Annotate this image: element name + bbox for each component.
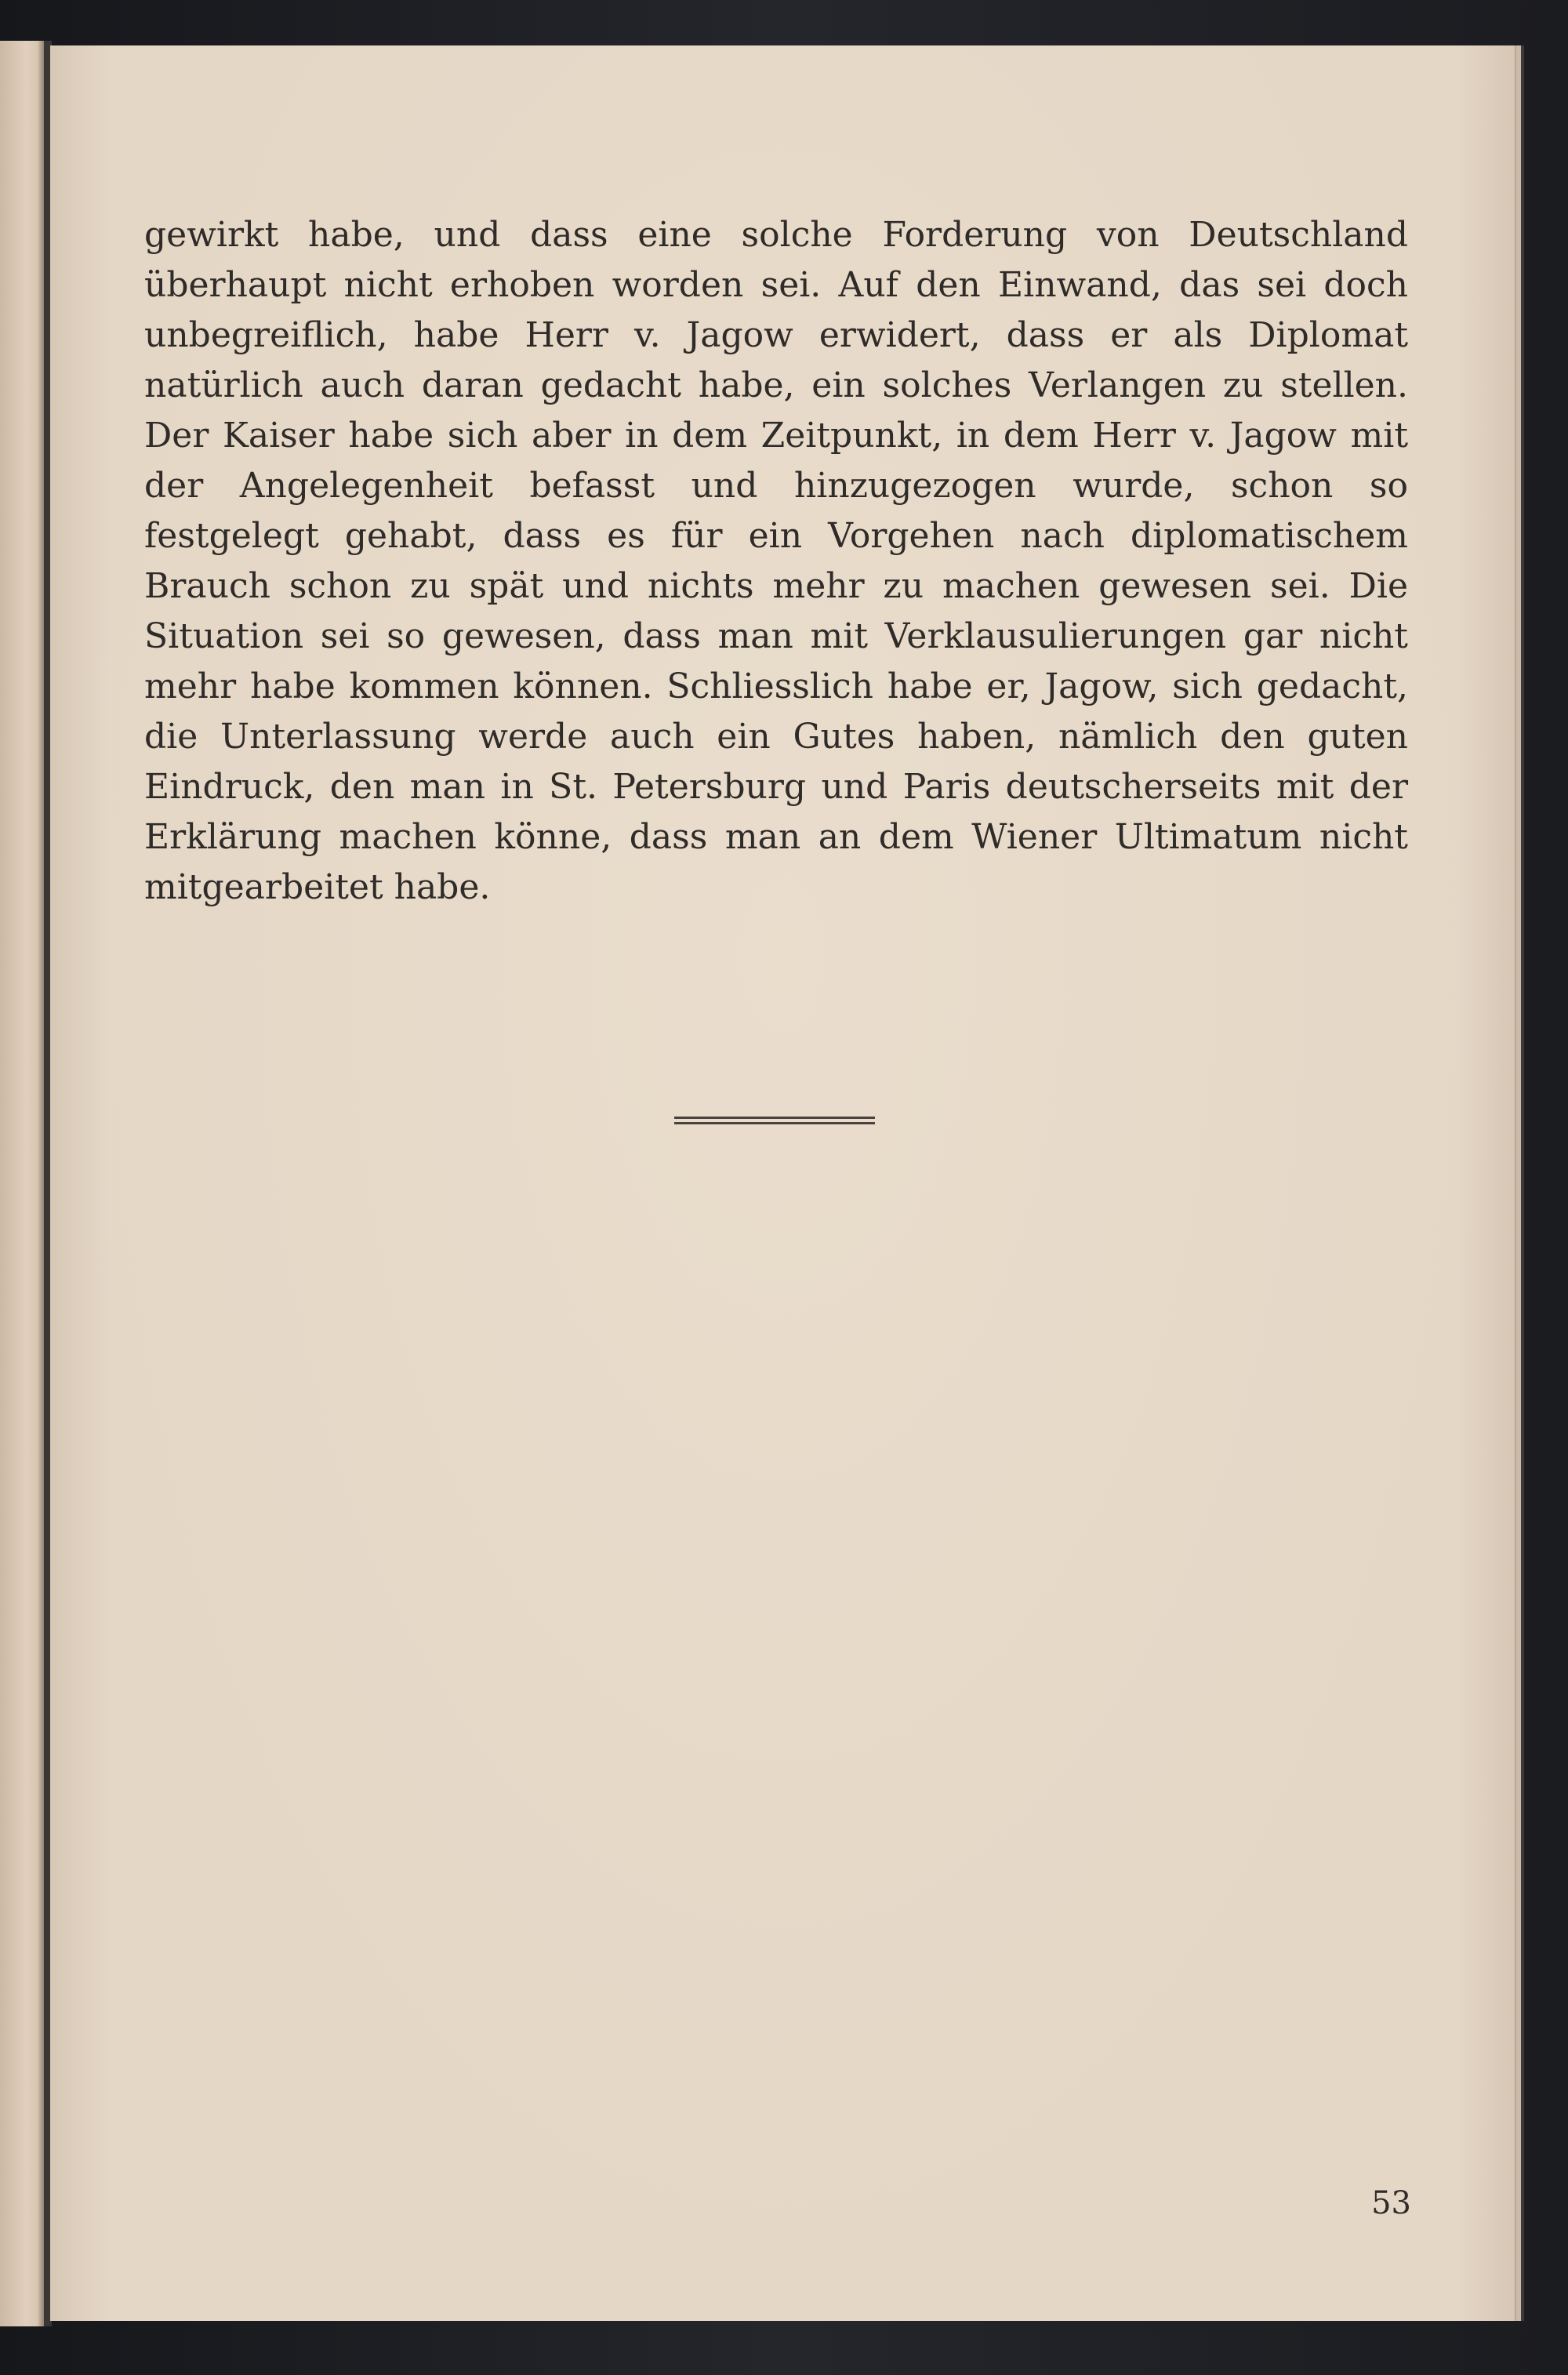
double-rule-divider: [674, 1117, 875, 1124]
body-paragraph: gewirkt habe, und dass eine solche Forderung von Deutschland überhaupt nicht erhoben worden sei. Auf den Einwand, das sei doch unbegreiflich, habe Herr v. Jagow erwidert, dass er als Diplomat natürlich auch daran gedacht habe, ein solches Verlangen zu stellen. Der Kaiser habe sich aber in dem Zeitpunkt, in dem Herr v. Jagow mit der Angelegenheit befasst und hinzugezogen wurde, schon so festgelegt gehabt, dass es für ein Vorgehen nach diplomatischem Brauch schon zu spät und nichts mehr zu machen gewesen sei. Die Situation sei so gewesen, dass man mit Verklausulierungen gar nicht mehr habe kommen können. Schliesslich habe er, Jagow, sich gedacht, die Unterlassung werde auch ein Gutes haben, nämlich den guten Eindruck, den man in St. Petersburg und Paris deutscherseits mit der Erklärung machen könne, dass man an dem Wiener Ultimatum nicht mitgearbeitet habe.: [144, 215, 1408, 907]
book-page: [50, 45, 1516, 2321]
page-number: 53: [1371, 2185, 1411, 2221]
previous-page-edge: [0, 41, 46, 2326]
